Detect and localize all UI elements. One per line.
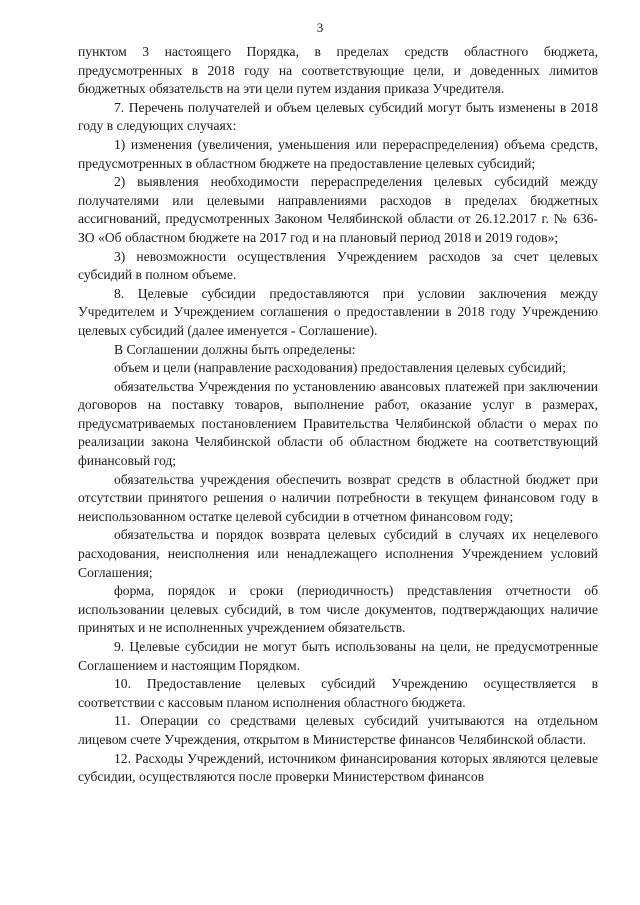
paragraph: 3) невозможности осуществления Учреждением расходов за счет целевых субсидий в полном объеме. <box>78 248 598 283</box>
paragraph: обязательства учреждения обеспечить возврат средств в областной бюджет при отсутствии принятого решения о наличии потребности в текущем финансовом году в неиспользованном остатке целевой субсидии в отчетном финансовом году; <box>78 471 598 524</box>
paragraph: 10. Предоставление целевых субсидий Учреждению осуществляется в соответствии с кассовым планом исполнения областного бюджета. <box>78 676 598 710</box>
paragraph: 12. Расходы Учреждений, источником финансирования которых являются целевые субсидии, осуществляются после проверки Министерством финансов <box>78 750 598 785</box>
paragraph: 11. Операции со средствами целевых субсидий учитываются на отдельном лицевом счете Учреждения, открытом в Министерстве финансов Челябинской области. <box>78 713 598 747</box>
paragraph: обязательства и порядок возврата целевых субсидий в случаях их нецелевого расходования, неисполнения или ненадлежащего исполнения Учреждением условий Соглашения; <box>78 527 598 580</box>
paragraph: 2) выявления необходимости перераспределения целевых субсидий между получателями или целевыми направлениями расходов в пределах бюджетных ассигнований, предусмотренных Законом Челябинской области от 26.12.2017 г. № 636-ЗО «Об областном бюджете на 2017 год и на плановый период 2018 и 2019 годов»; <box>78 174 598 245</box>
paragraph: 9. Целевые субсидии не могут быть использованы на цели, не предусмотренные Соглашением и настоящим Порядком. <box>78 639 598 673</box>
document-body <box>78 43 598 787</box>
paragraph: 1) изменения (увеличения, уменьшения или перераспределения) объема средств, предусмотренных в областном бюджете на предоставление целевых субсидий; <box>78 136 598 171</box>
paragraph: пунктом 3 настоящего Порядка, в пределах средств областного бюджета, предусмотренных в 2018 году на соответствующие цели, и доведенных лимитов бюджетных обязательств на эти цели путем издания приказа Учредителя. <box>78 44 598 97</box>
paragraph: 8. Целевые субсидии предоставляются при условии заключения между Учредителем и Учреждением соглашения о предоставлении в 2018 году Учреждению целевых субсидий (далее именуется - Соглашение). <box>78 285 598 338</box>
paragraph: обязательства Учреждения по установлению авансовых платежей при заключении договоров на поставку товаров, выполнение работ, оказание услуг в размерах, предусматриваемых постановлением Правительства Челябинской области о мерах по реализации закона Челябинской области об областном бюджете на соответствующий финансовый год; <box>78 378 598 469</box>
paragraph: В Соглашении должны быть определены: <box>114 341 356 357</box>
paragraph: объем и цели (направление расходования) предоставления целевых субсидий; <box>114 360 566 376</box>
paragraph: 7. Перечень получателей и объем целевых субсидий могут быть изменены в 2018 году в следующих случаях: <box>78 99 598 134</box>
page-number: 3 <box>316 20 324 35</box>
paragraph: форма, порядок и сроки (периодичность) представления отчетности об использовании целевых субсидий, в том числе документов, подтверждающих наличие принятых и не исполненных учреждением обязательств. <box>78 583 598 636</box>
